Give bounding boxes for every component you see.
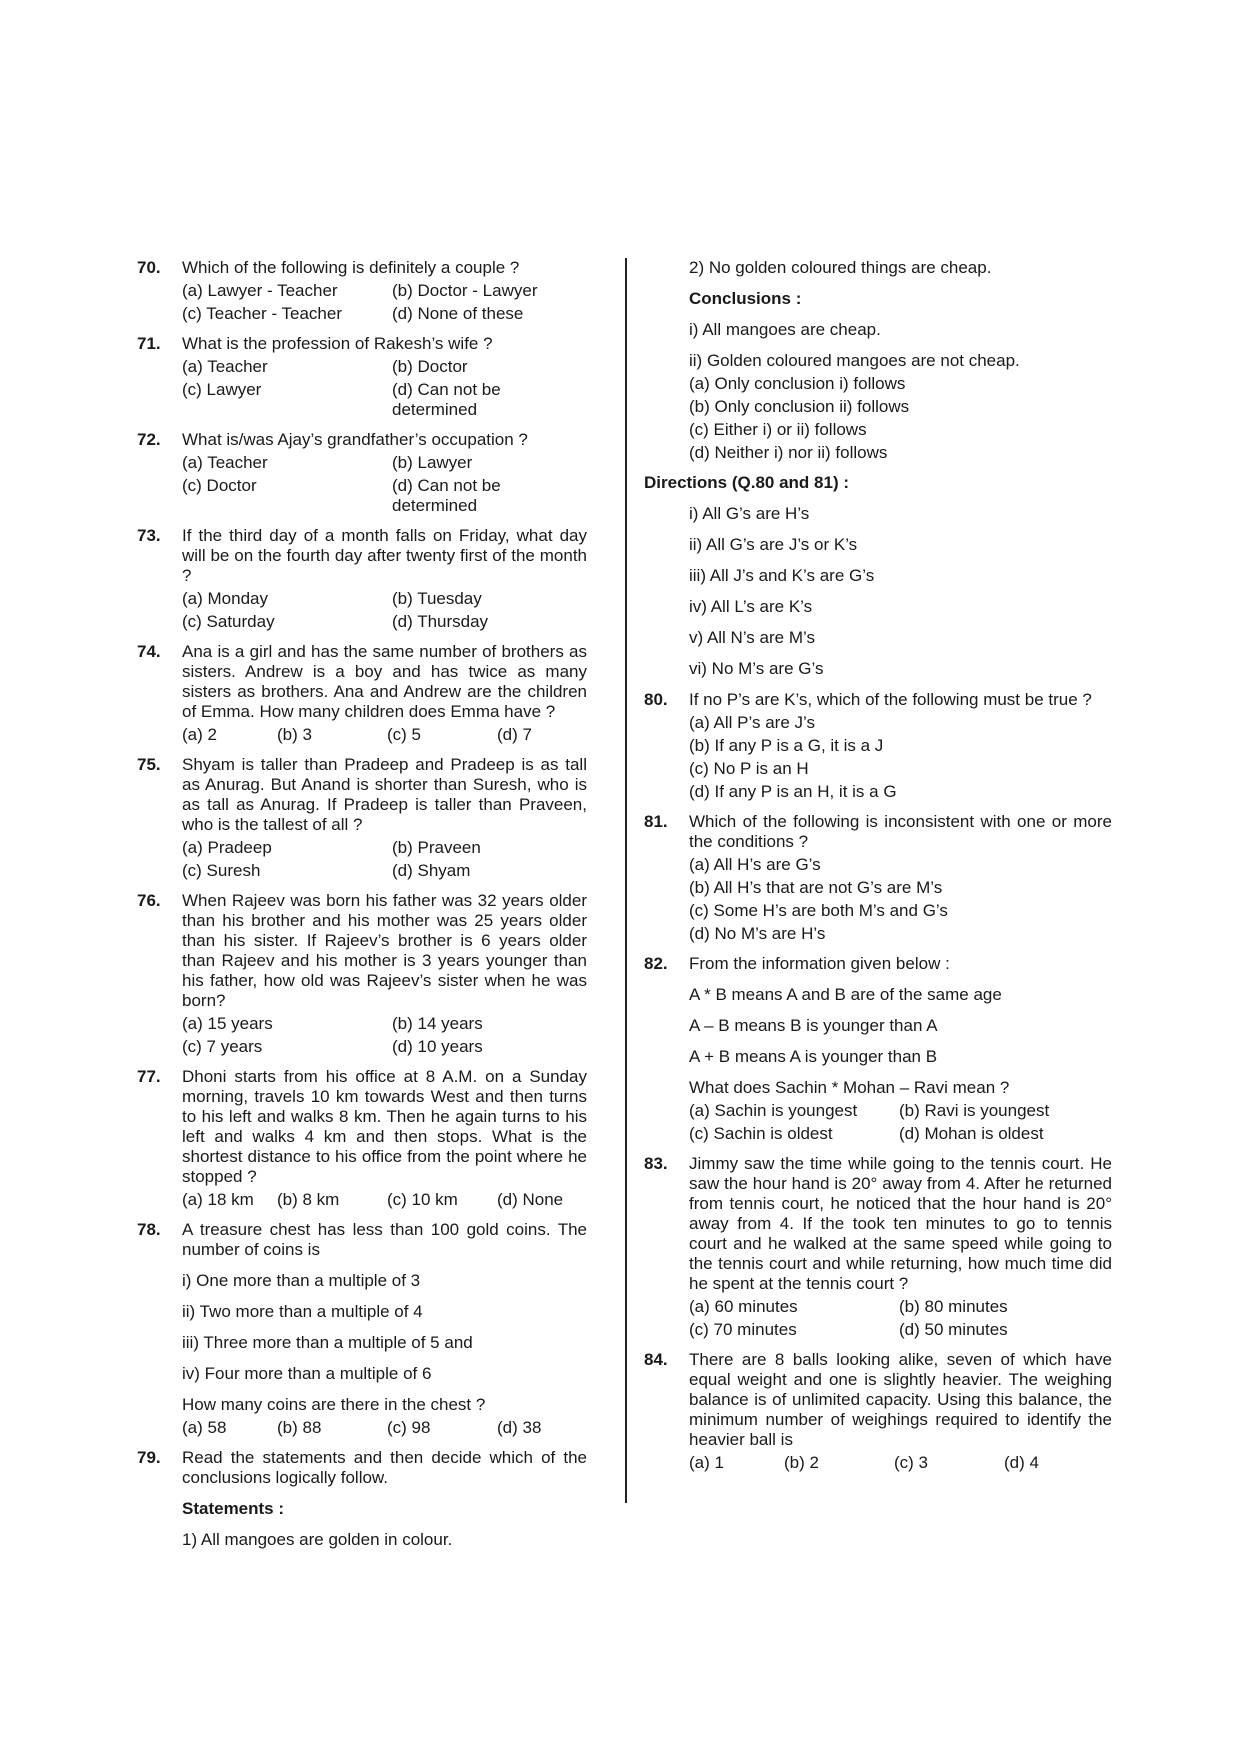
question-71 xyxy=(137,334,587,420)
option-c: (c) 5 xyxy=(387,725,421,744)
question-74 xyxy=(137,642,587,745)
option-b: (b) Doctor - Lawyer xyxy=(392,281,538,300)
option-d: (d) 38 xyxy=(497,1418,542,1437)
question-84 xyxy=(644,1350,1112,1473)
option-a: (a) Sachin is youngest xyxy=(689,1101,858,1120)
question-number: 77. xyxy=(137,1067,161,1086)
left-column xyxy=(137,258,587,1561)
question-text: What is/was Ajay’s grandfather’s occupation ? xyxy=(182,430,528,449)
statements-heading: Statements : xyxy=(182,1499,285,1518)
question-79 xyxy=(137,1448,587,1550)
options xyxy=(689,713,1112,802)
question-text: Which of the following is definitely a couple ? xyxy=(182,258,520,277)
question-text: When Rajeev was born his father was 32 years older than his brother and his mother was 25 years older than his sister. If Rajeev’s brother is 6 years older than Rajeev and his mother is 3 years younger than his father, how old was Rajeev’s sister when he was born? xyxy=(182,891,587,1010)
question-text: A treasure chest has less than 100 gold coins. The number of coins is xyxy=(182,1220,587,1259)
option-d: (d) Can not be determined xyxy=(392,476,501,515)
statement-2: 2) No golden coloured things are cheap. xyxy=(689,258,992,277)
conclusion-1: i) All mangoes are cheap. xyxy=(689,320,881,339)
options xyxy=(689,855,1112,944)
question-text: If the third day of a month falls on Friday, what day will be on the fourth day after twenty first of the month ? xyxy=(182,526,587,585)
directions-list xyxy=(644,504,1112,679)
question-78 xyxy=(137,1220,587,1438)
condition-item: iv) Four more than a multiple of 6 xyxy=(182,1364,432,1383)
option-b: (b) 8 km xyxy=(277,1190,340,1209)
question-number: 80. xyxy=(644,690,668,709)
question-text: There are 8 balls looking alike, seven of which have equal weight and one is slightly heavier. The weighing balance is of unlimited capacity. Using this balance, the minimum number of weighings required to identify the heavier ball is xyxy=(689,1350,1112,1449)
option-a: (a) Teacher xyxy=(182,453,268,472)
question-text: Shyam is taller than Pradeep and Pradeep is as tall as Anurag. But Anand is shorter than Suresh, who is as tall as Anurag. If Pradeep is taller than Praveen, who is the tallest of all ? xyxy=(182,755,587,834)
question-number: 71. xyxy=(137,334,161,353)
option-a: (a) Monday xyxy=(182,589,268,608)
question-text: What is the profession of Rakesh’s wife ? xyxy=(182,334,493,353)
question-75 xyxy=(137,755,587,881)
option-b: (b) All H’s that are not G’s are M’s xyxy=(689,878,943,897)
option-b: (b) 80 minutes xyxy=(899,1297,1008,1316)
question-number: 73. xyxy=(137,526,161,545)
option-a: (a) Only conclusion i) follows xyxy=(689,374,906,393)
option-b: (b) If any P is a G, it is a J xyxy=(689,736,884,755)
question-number: 70. xyxy=(137,258,161,277)
question-number: 78. xyxy=(137,1220,161,1239)
option-b: (b) 3 xyxy=(277,725,312,744)
options xyxy=(182,281,587,324)
options xyxy=(182,1190,587,1210)
question-text: If no P’s are K’s, which of the following must be true ? xyxy=(689,690,1092,709)
question-text: From the information given below : xyxy=(689,954,950,973)
option-d: (d) Can not be determined xyxy=(392,380,501,419)
option-b: (b) Tuesday xyxy=(392,589,482,608)
option-b: (b) Ravi is youngest xyxy=(899,1101,1050,1120)
option-d: (d) 50 minutes xyxy=(899,1320,1008,1339)
right-column xyxy=(644,258,1112,1483)
option-a: (a) 60 minutes xyxy=(689,1297,798,1316)
direction-item: iii) All J’s and K’s are G’s xyxy=(689,566,875,585)
option-a: (a) 15 years xyxy=(182,1014,273,1033)
direction-item: v) All N’s are M’s xyxy=(689,628,815,647)
option-c: (c) Suresh xyxy=(182,861,261,880)
option-c: (c) Lawyer xyxy=(182,380,262,399)
info-item: A + B means A is younger than B xyxy=(689,1047,938,1066)
directions-heading: Directions (Q.80 and 81) : xyxy=(644,473,849,492)
question-number: 83. xyxy=(644,1154,668,1173)
options xyxy=(182,357,587,420)
option-c: (c) Either i) or ii) follows xyxy=(689,420,867,439)
option-a: (a) Lawyer - Teacher xyxy=(182,281,338,300)
option-b: (b) Praveen xyxy=(392,838,481,857)
question-text: Which of the following is inconsistent with one or more the conditions ? xyxy=(689,812,1112,851)
option-c: (c) 10 km xyxy=(387,1190,458,1209)
option-b: (b) 88 xyxy=(277,1418,322,1437)
option-d: (d) No M’s are H’s xyxy=(689,924,826,943)
option-c: (c) Saturday xyxy=(182,612,275,631)
option-d: (d) Mohan is oldest xyxy=(899,1124,1044,1143)
option-a: (a) 2 xyxy=(182,725,217,744)
question-76 xyxy=(137,891,587,1057)
option-d: (d) Thursday xyxy=(392,612,489,631)
option-b: (b) 2 xyxy=(784,1453,819,1472)
question-text: Jimmy saw the time while going to the tennis court. He saw the hour hand is 20° away from 4. After he returned from tennis court, he noticed that the hour hand is 20° away from 4. If the took ten minutes to go to tennis court and he walked at the same speed while going to the tennis court and while returning, how much time did he spent at the tennis court ? xyxy=(689,1154,1112,1293)
options xyxy=(182,725,587,745)
option-d: (d) 10 years xyxy=(392,1037,483,1056)
question-number: 76. xyxy=(137,891,161,910)
option-a: (a) 58 xyxy=(182,1418,227,1437)
question-number: 82. xyxy=(644,954,668,973)
q79-continuation xyxy=(644,258,1112,463)
condition-item: i) One more than a multiple of 3 xyxy=(182,1271,421,1290)
option-a: (a) 18 km xyxy=(182,1190,254,1209)
options xyxy=(182,453,587,516)
question-77 xyxy=(137,1067,587,1210)
direction-item: vi) No M’s are G’s xyxy=(689,659,824,678)
option-c: (c) No P is an H xyxy=(689,759,809,778)
question-number: 74. xyxy=(137,642,161,661)
option-d: (d) 7 xyxy=(497,725,532,744)
question-text: Read the statements and then decide which of the conclusions logically follow. xyxy=(182,1448,587,1487)
options xyxy=(689,1297,1112,1340)
option-a: (a) All P’s are J’s xyxy=(689,713,815,732)
conclusions-heading: Conclusions : xyxy=(689,289,802,308)
direction-item: ii) All G’s are J’s or K’s xyxy=(689,535,858,554)
option-b: (b) 14 years xyxy=(392,1014,483,1033)
question-83 xyxy=(644,1154,1112,1340)
condition-item: iii) Three more than a multiple of 5 and xyxy=(182,1333,473,1352)
question-81 xyxy=(644,812,1112,944)
info-item: A * B means A and B are of the same age xyxy=(689,985,1002,1004)
option-d: (d) Shyam xyxy=(392,861,471,880)
conclusion-2: ii) Golden coloured mangoes are not cheap. xyxy=(689,351,1020,370)
option-d: (d) None xyxy=(497,1190,564,1209)
options xyxy=(182,589,587,632)
options xyxy=(182,1014,587,1057)
option-c: (c) Sachin is oldest xyxy=(689,1124,833,1143)
option-b: (b) Lawyer xyxy=(392,453,473,472)
option-c: (c) 98 xyxy=(387,1418,431,1437)
option-d: (d) Neither i) nor ii) follows xyxy=(689,443,888,462)
question-70 xyxy=(137,258,587,324)
question-73 xyxy=(137,526,587,632)
option-c: (c) 70 minutes xyxy=(689,1320,797,1339)
question-number: 81. xyxy=(644,812,668,831)
option-a: (a) 1 xyxy=(689,1453,724,1472)
direction-item: i) All G’s are H’s xyxy=(689,504,810,523)
question-number: 75. xyxy=(137,755,161,774)
options xyxy=(689,1453,1112,1473)
options xyxy=(689,1101,1112,1144)
statement-1: 1) All mangoes are golden in colour. xyxy=(182,1530,453,1549)
option-c: (c) Some H’s are both M’s and G’s xyxy=(689,901,948,920)
options xyxy=(182,1418,587,1438)
question-72 xyxy=(137,430,587,516)
question-number: 79. xyxy=(137,1448,161,1467)
option-b: (b) Doctor xyxy=(392,357,468,376)
options xyxy=(182,838,587,881)
condition-item: ii) Two more than a multiple of 4 xyxy=(182,1302,423,1321)
option-c: (c) 7 years xyxy=(182,1037,263,1056)
option-d: (d) None of these xyxy=(392,304,524,323)
question-82 xyxy=(644,954,1112,1144)
option-c: (c) Doctor xyxy=(182,476,257,495)
question-text: Ana is a girl and has the same number of brothers as sisters. Andrew is a boy and has twice as many sisters as brothers. Ana and Andrew are the children of Emma. How many children does Emma have ? xyxy=(182,642,587,721)
q79-options xyxy=(689,374,1112,463)
option-a: (a) All H’s are G’s xyxy=(689,855,821,874)
direction-item: iv) All L’s are K’s xyxy=(689,597,813,616)
question-number: 72. xyxy=(137,430,161,449)
info-item: A – B means B is younger than A xyxy=(689,1016,938,1035)
question-80 xyxy=(644,690,1112,802)
question-ask: How many coins are there in the chest ? xyxy=(182,1395,486,1414)
option-d: (d) 4 xyxy=(1004,1453,1039,1472)
option-a: (a) Teacher xyxy=(182,357,268,376)
option-c: (c) Teacher - Teacher xyxy=(182,304,342,323)
question-ask: What does Sachin * Mohan – Ravi mean ? xyxy=(689,1078,1010,1097)
option-b: (b) Only conclusion ii) follows xyxy=(689,397,910,416)
question-number: 84. xyxy=(644,1350,668,1369)
option-d: (d) If any P is an H, it is a G xyxy=(689,782,897,801)
option-a: (a) Pradeep xyxy=(182,838,272,857)
option-c: (c) 3 xyxy=(894,1453,928,1472)
column-divider xyxy=(625,258,627,1503)
question-text: Dhoni starts from his office at 8 A.M. on a Sunday morning, travels 10 km towards West and then turns to his left and walks 8 km. Then he again turns to his left and walks 4 km and then stops. What is the shortest distance to his office from the point where he stopped ? xyxy=(182,1067,587,1186)
